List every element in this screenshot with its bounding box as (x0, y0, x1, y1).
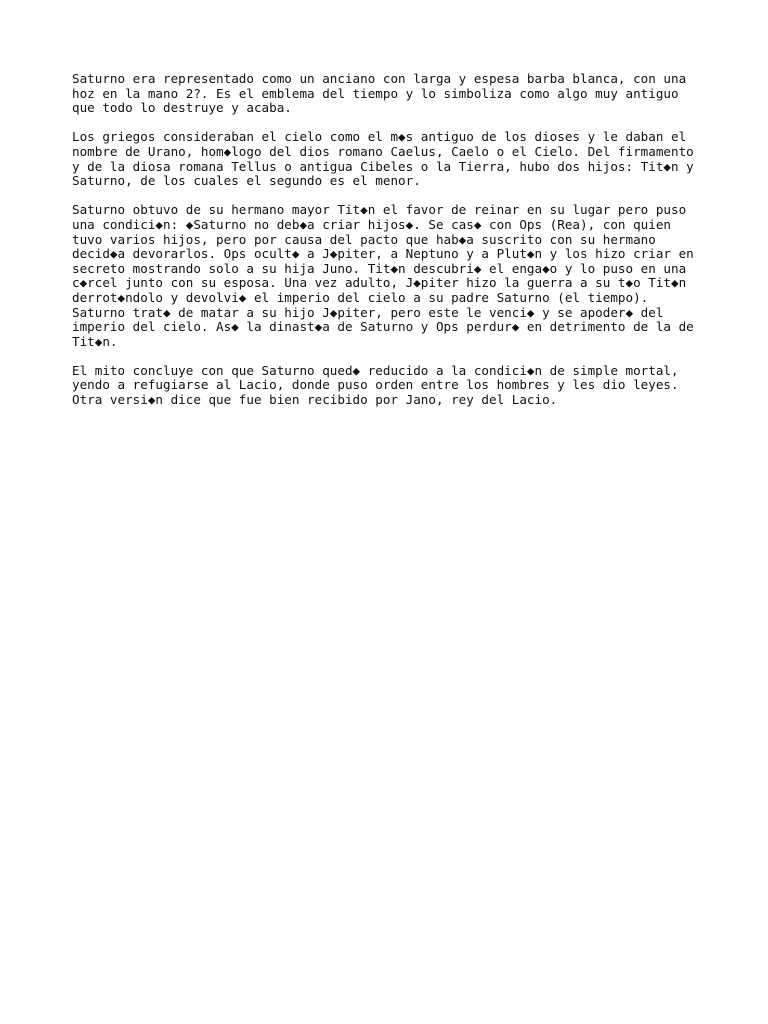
text-line: una condici◆n: ◆Saturno no deb◆a criar hijos◆. Se cas◆ con Ops (Rea), con quien (72, 216, 671, 232)
text-line: Otra versi◆n dice que fue bien recibido por Jano, rey del Lacio. (72, 392, 558, 408)
text-line: yendo a refugiarse al Lacio, donde puso orden entre los hombres y les dio leyes. (72, 377, 679, 393)
text-line: secreto mostrando solo a su hija Juno. Tit◆n descubri◆ el enga◆o y lo puso en una (72, 260, 687, 276)
text-line: Saturno obtuvo de su hermano mayor Tit◆n el favor de reinar en su lugar pero puso (72, 202, 687, 218)
text-line: derrot◆ndolo y devolvi◆ el imperio del cielo a su padre Saturno (el tiempo). (72, 289, 649, 305)
text-line: tuvo varios hijos, pero por causa del pacto que hab◆a suscrito con su hermano (72, 231, 656, 247)
text-line: nombre de Urano, hom◆logo del dios romano Caelus, Caelo o el Cielo. Del firmamento (72, 143, 694, 159)
text-line: Tit◆n. (72, 333, 118, 349)
text-line: imperio del cielo. As◆ la dinast◆a de Saturno y Ops perdur◆ en detrimento de la de (72, 319, 694, 335)
document-page (72, 72, 702, 422)
paragraph-4 (72, 364, 702, 408)
paragraph-1 (72, 72, 702, 116)
text-line: c◆rcel junto con su esposa. Una vez adulto, J◆piter hizo la guerra a su t◆o Tit◆n (72, 275, 687, 291)
text-line: que todo lo destruye y acaba. (72, 100, 292, 116)
paragraph-3 (72, 203, 702, 349)
text-line: y de la diosa romana Tellus o antigua Cibeles o la Tierra, hubo dos hijos: Tit◆n y (72, 158, 694, 174)
text-line: Los griegos consideraban el cielo como el m◆s antiguo de los dioses y le daban el (72, 129, 687, 145)
paragraph-2 (72, 130, 702, 188)
text-line: hoz en la mano 2?. Es el emblema del tiempo y lo simboliza como algo muy antiguo (72, 85, 679, 101)
text-line: Saturno era representado como un anciano con larga y espesa barba blanca, con una (72, 71, 687, 86)
text-line: Saturno trat◆ de matar a su hijo J◆piter, pero este le venci◆ y se apoder◆ del (72, 304, 664, 320)
text-line: Saturno, de los cuales el segundo es el menor. (72, 173, 421, 189)
text-line: decid◆a devorarlos. Ops ocult◆ a J◆piter, a Neptuno y a Plut◆n y los hizo criar en (72, 246, 694, 262)
text-line: El mito concluye con que Saturno qued◆ reducido a la condici◆n de simple mortal, (72, 362, 679, 378)
